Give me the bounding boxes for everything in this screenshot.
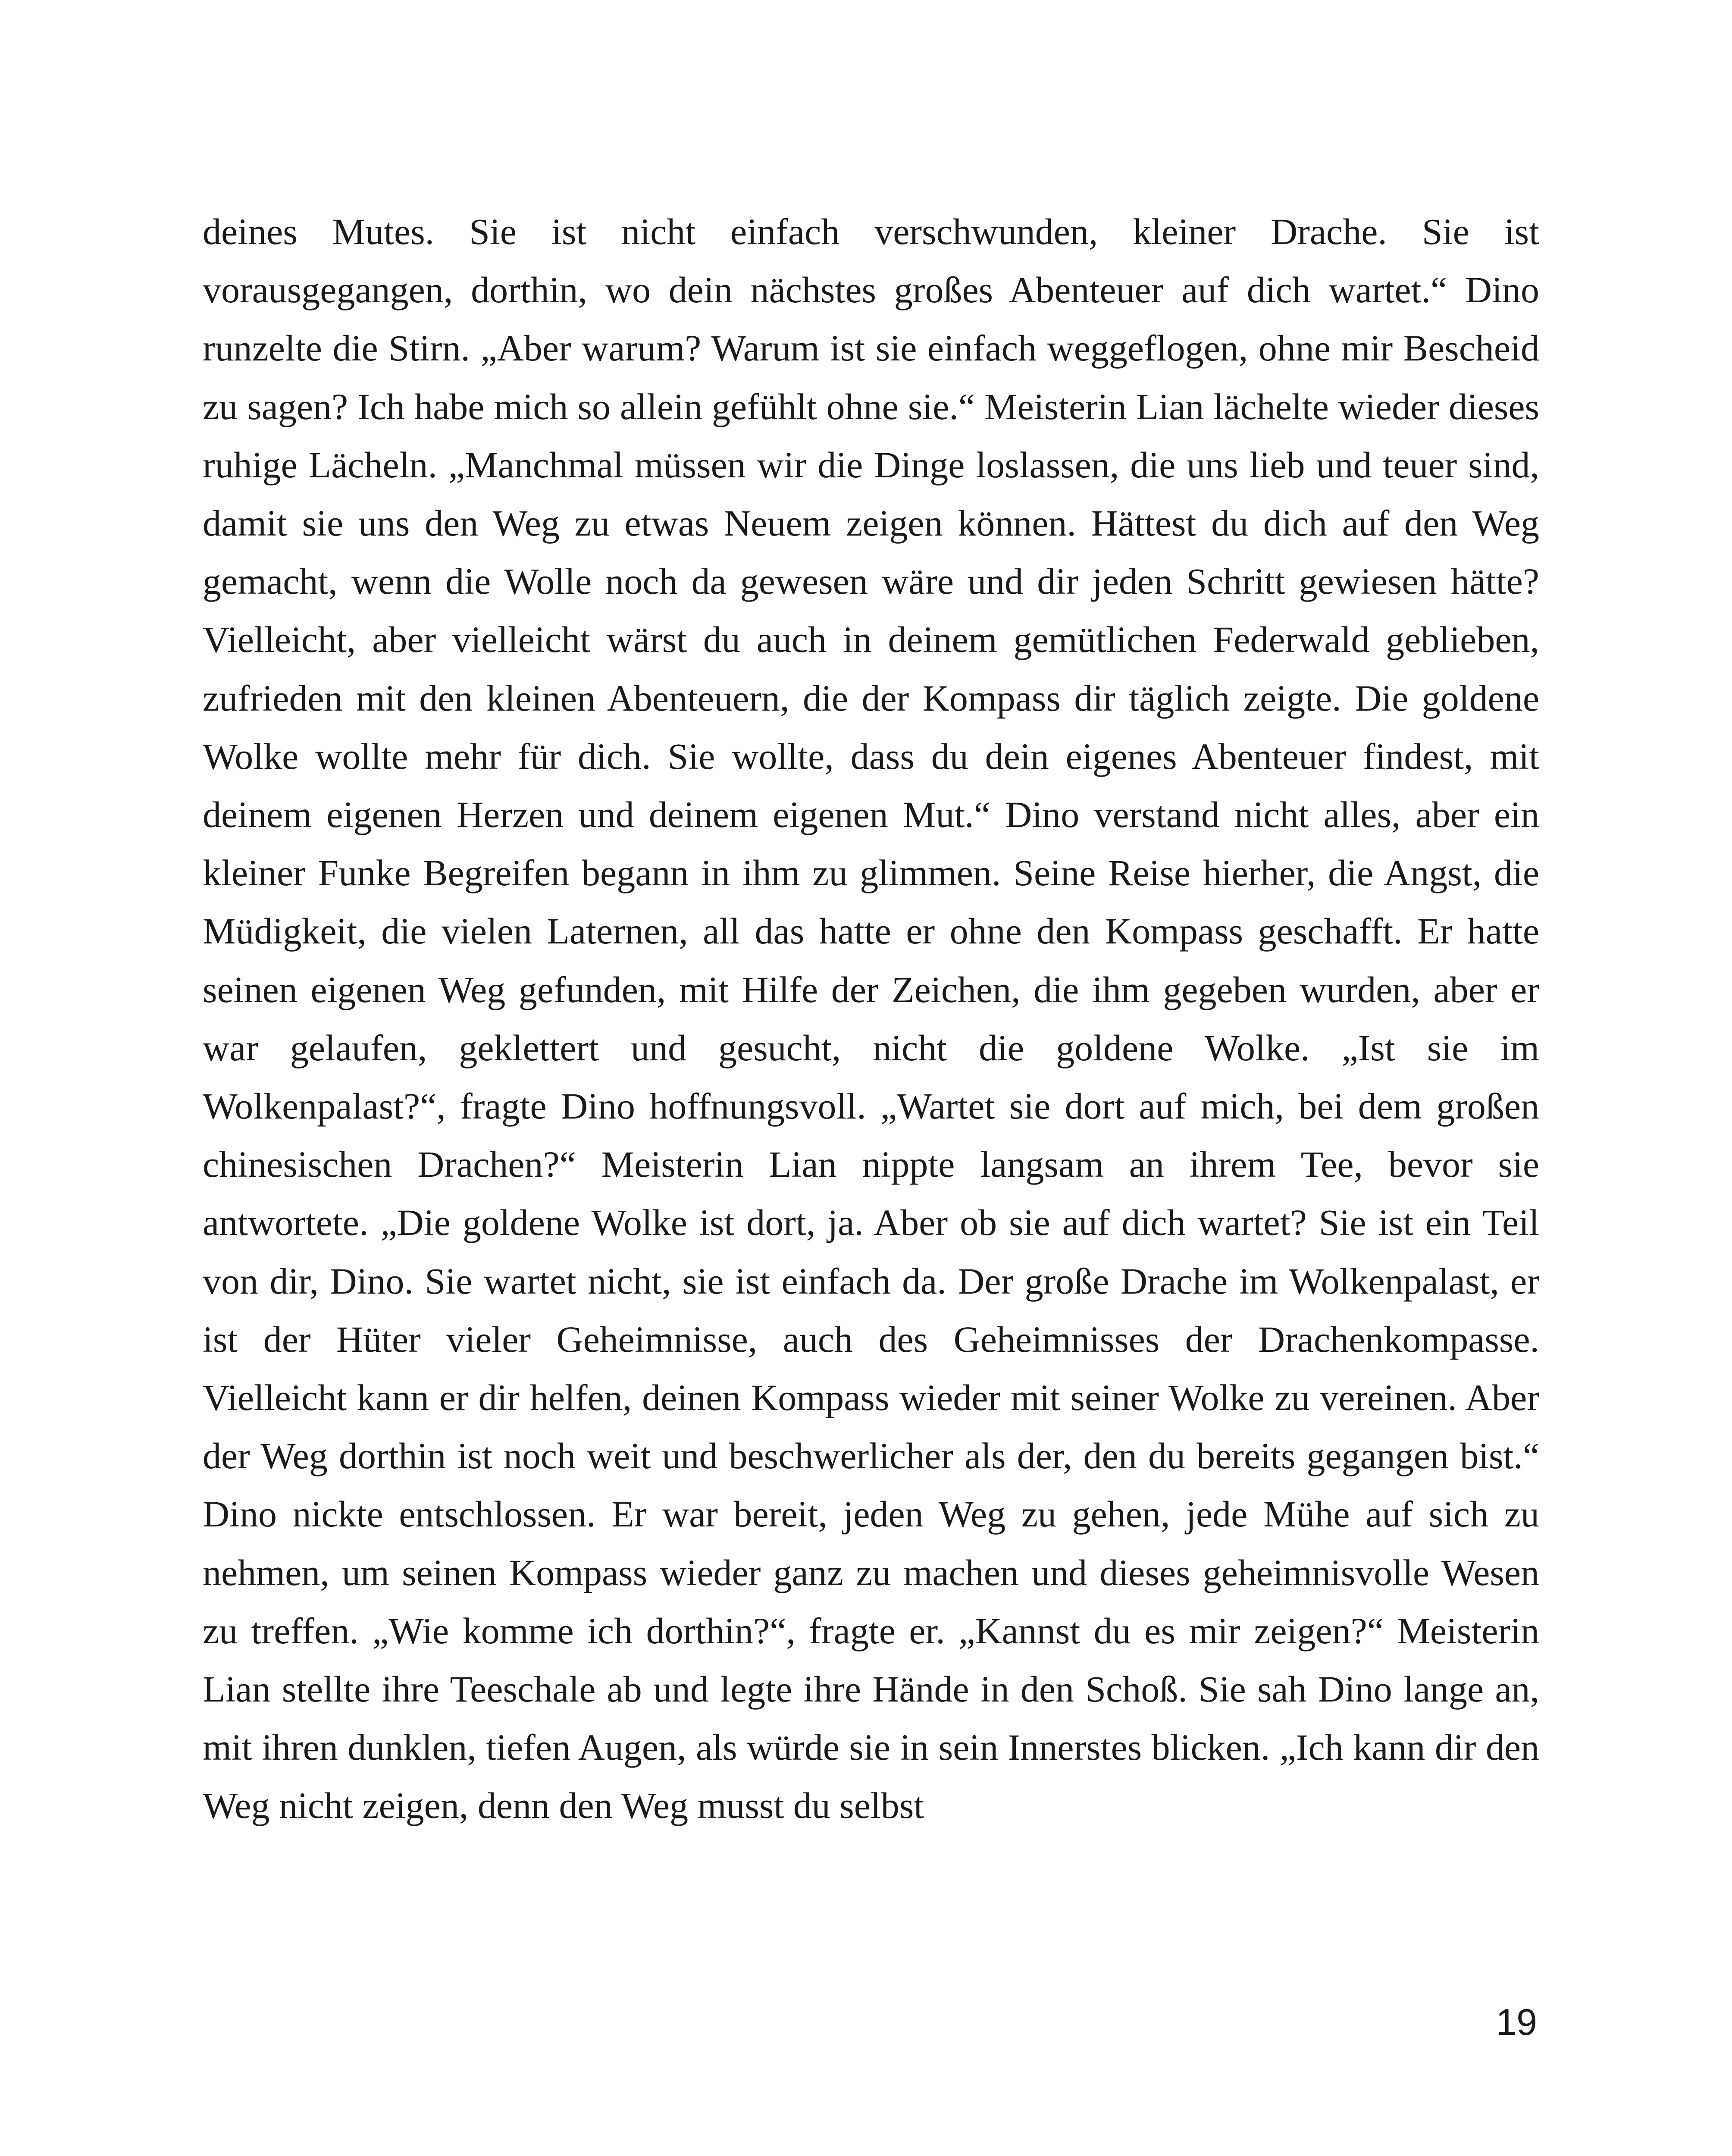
page-number: 19 — [1496, 2002, 1537, 2043]
body-text: deines Mutes. Sie ist nicht einfach verschwunden, kleiner Drache. Sie ist vorausgegangen, dorthin, wo dein nächstes großes Abenteuer auf dich wartet.“ Dino runzelte die Stirn. „Aber warum? Warum ist sie einfach weggeflogen, ohne mir Bescheid zu sagen? Ich habe mich so allein gefühlt ohne sie.“ Meisterin Lian lächelte wieder dieses ruhige Lächeln. „Manchmal müssen wir die Dinge loslassen, die uns lieb und teuer sind, damit sie uns den Weg zu etwas Neuem zeigen können. Hättest du dich auf den Weg gemacht, wenn die Wolle noch da gewesen wäre und dir jeden Schritt gewiesen hätte? Vielleicht, aber vielleicht wärst du auch in deinem gemütlichen Federwald geblieben, zufrieden mit den kleinen Abenteuern, die der Kompass dir täglich zeigte. Die goldene Wolke wollte mehr für dich. Sie wollte, dass du dein eigenes Abenteuer findest, mit deinem eigenen Herzen und deinem eigenen Mut.“ Dino verstand nicht alles, aber ein kleiner Funke Begreifen begann in ihm zu glimmen. Seine Reise hierher, die Angst, die Müdigkeit, die vielen Laternen, all das hatte er ohne den Kompass geschafft. Er hatte seinen eigenen Weg gefunden, mit Hilfe der Zeichen, die ihm gegeben wurden, aber er war gelaufen, geklettert und gesucht, nicht die goldene Wolke. „Ist sie im Wolkenpalast?“, fragte Dino hoffnungsvoll. „Wartet sie dort auf mich, bei dem großen chinesischen Drachen?“ Meisterin Lian nippte langsam an ihrem Tee, bevor sie antwortete. „Die goldene Wolke ist dort, ja. Aber ob sie auf dich wartet? Sie ist ein Teil von dir, Dino. Sie wartet nicht, sie ist einfach da. Der große Drache im Wolkenpalast, er ist der Hüter vieler Geheimnisse, auch des Geheimnisses der Drachenkompasse. Vielleicht kann er dir helfen, deinen Kompass wieder mit seiner Wolke zu vereinen. Aber der Weg dorthin ist noch weit und beschwerlicher als der, den du bereits gegangen bist.“ Dino nickte entschlossen. Er war bereit, jeden Weg zu gehen, jede Mühe auf sich zu nehmen, um seinen Kompass wieder ganz zu machen und dieses geheimnisvolle Wesen zu treffen. „Wie komme ich dorthin?“, fragte er. „Kannst du es mir zeigen?“ Meisterin Lian stellte ihre Teeschale ab und legte ihre Hände in den Schoß. Sie sah Dino lange an, mit ihren dunklen, tiefen Augen, als würde sie in sein Innerstes blicken. „Ich kann dir den Weg nicht zeigen, denn den Weg musst du selbst — [203, 211, 1539, 1827]
